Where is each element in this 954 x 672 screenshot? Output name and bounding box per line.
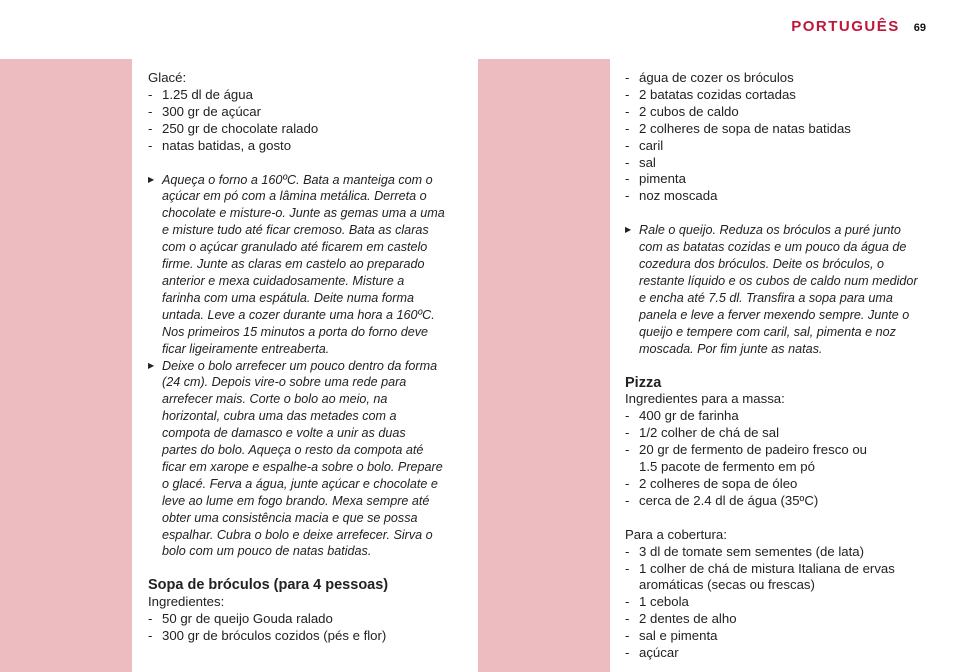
list-item: - 1 colher de chá de mistura Italiana de ervas (625, 560, 895, 576)
list-item: - sal (625, 154, 656, 170)
ingredients-label: Ingredientes: (148, 594, 225, 610)
left-column (148, 70, 453, 645)
list-item: - pimenta (625, 171, 686, 187)
triangle-bullet-icon: ▶ (148, 360, 155, 370)
list-item: - 2 colheres de sopa de natas batidas (625, 120, 851, 136)
language-label: PORTUGUÊS (791, 18, 900, 35)
instruction-step: ▶ Rale o queijo. Reduza os bróculos a puré junto com as batatas cozidas e um pouco da água de cozedura dos bróculos. Deite os bróculos, o restante líquido e os cubos de caldo num medidor e encha até 7.5 dl. Transfira a sopa para uma panela e leve a ferver mexendo sempre. Junte o queijo e tempere com caril, sal, pimenta e noz moscada. Por fim junte as natas. (625, 223, 918, 356)
topping-label: Para a cobertura: (625, 526, 727, 542)
glace-label: Glacé: (148, 70, 187, 85)
triangle-bullet-icon: ▶ (148, 174, 155, 184)
dough-label: Ingredientes para a massa: (625, 391, 785, 407)
list-item: - 50 gr de queijo Gouda ralado (148, 611, 333, 627)
list-item: - noz moscada (625, 188, 718, 204)
page-header (791, 18, 926, 35)
recipe-title: Pizza (625, 374, 662, 391)
list-item: - 1.25 dl de água (148, 86, 253, 102)
instruction-step: ▶ Deixe o bolo arrefecer um pouco dentro da forma (24 cm). Depois vire-o sobre uma rede para arrefecer mais. Corte o bolo ao meio, na horizontal, cubra uma das metades com a compota de damasco e volte a unir as duas partes do bolo. Aqueça o resto da compota até ficar em xarope e espalhe-a sobre o bolo. Prepare o glacé. Ferva a água, junte açúcar e chocolate e leve ao lume em fogo brando. Mexa sempre até obter uma consistência macia e que se possa espalhar. Cubra o bolo e deixe arrefecer. Sirva o bolo com um pouco de natas batidas. (148, 358, 443, 559)
list-item: - 2 cubos de caldo (625, 103, 739, 119)
list-item: - 2 colheres de sopa de óleo (625, 475, 798, 491)
page-number: 69 (913, 22, 926, 34)
list-item: - 300 gr de bróculos cozidos (pés e flor) (148, 628, 387, 644)
right-column (625, 70, 930, 662)
list-item: - 2 dentes de alho (625, 611, 737, 627)
list-item: - 2 batatas cozidas cortadas (625, 86, 796, 102)
recipe-title: Sopa de bróculos (para 4 pessoas) (148, 577, 389, 594)
instruction-step: ▶ Aqueça o forno a 160ºC. Bata a manteiga com o açúcar em pó com a lâmina metálica. Derreta o chocolate e misture-o. Junte as gemas uma a uma e misture tudo até ficar cremoso. Bata as claras com o açúcar granulado até ficarem em castelo firme. Junte as claras em castelo ao preparado anterior e mexa cuidadosamente. Misture a farinha com uma espátula. Deite numa forma untada. Leve a cozer durante uma hora a 160ºC. Nos primeiros 15 minutos a porta do forno deve ficar ligeiramente entreaberta. (148, 172, 445, 356)
list-item-continuation: 1.5 pacote de fermento em pó (639, 459, 815, 475)
list-item: - natas batidas, a gosto (148, 137, 292, 153)
triangle-bullet-icon: ▶ (625, 225, 632, 235)
margin-band-middle (478, 59, 610, 672)
list-item: - 250 gr de chocolate ralado (148, 120, 319, 136)
list-item: - 3 dl de tomate sem sementes (de lata) (625, 543, 865, 559)
list-item: - água de cozer os bróculos (625, 70, 794, 85)
list-item: - caril (625, 137, 664, 153)
list-item: - cerca de 2.4 dl de água (35ºC) (625, 492, 819, 508)
margin-band-left (0, 59, 132, 672)
list-item: - sal e pimenta (625, 628, 718, 644)
list-item: - 1 cebola (625, 594, 689, 610)
list-item-continuation: aromáticas (secas ou frescas) (639, 577, 815, 593)
list-item: - 400 gr de farinha (625, 408, 739, 424)
list-item: - 20 gr de fermento de padeiro fresco ou (625, 442, 867, 458)
list-item: - 300 gr de açúcar (148, 103, 261, 119)
list-item: - açúcar (625, 645, 679, 661)
list-item: - 1/2 colher de chá de sal (625, 425, 780, 441)
